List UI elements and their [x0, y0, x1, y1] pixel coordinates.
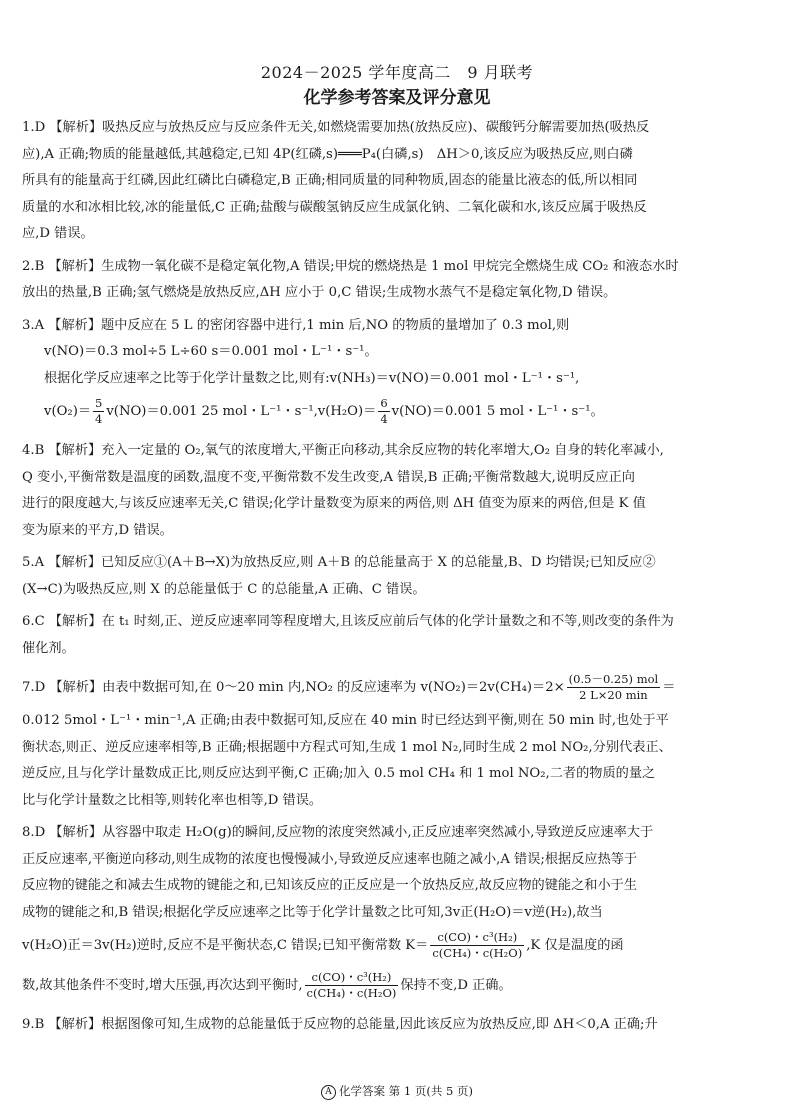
answer-formula-line: [22, 668, 772, 708]
answer-3: [22, 313, 772, 433]
answer-7: [22, 668, 772, 814]
fraction-numerator: c(CO)・c³(H₂): [305, 970, 399, 986]
answer-formula-line: [22, 392, 772, 432]
answer-line: 4.B 【解析】充入一定量的 O₂,氧气的浓度增大,平衡正向移动,其余反应物的转化率增大,O₂ 自身的转化率减小,: [22, 443, 664, 458]
answer-line: 反应物的键能之和减去生成物的键能之和,已知该反应的正反应是一个放热反应,故反应物的键能之和小于生: [22, 878, 638, 893]
fraction: [305, 970, 399, 1001]
fraction-numerator: 5: [95, 396, 103, 410]
page-subtitle: 化学参考答案及评分意见: [303, 88, 491, 108]
answer-line: 5.A 【解析】已知反应①(A＋B→X)为放热反应,则 A＋B 的总能量高于 X 的总能量,B、D 均错误;已知反应②: [22, 555, 656, 570]
formula-text: 数,故其他条件不变时,增大压强,再次达到平衡时,: [22, 978, 303, 993]
answer-9: [22, 1012, 772, 1039]
answer-line: 2.B 【解析】生成物一氧化碳不是稳定氧化物,A 错误;甲烷的燃烧热是 1 mol 甲烷完全燃烧生成 CO₂ 和液态水时: [22, 258, 679, 274]
formula-text: ＝: [662, 680, 676, 695]
fraction-numerator: c(CO)・c³(H₂): [430, 930, 524, 946]
formula-text: v(NO)＝0.001 25 mol・L⁻¹・s⁻¹,v(H₂O)＝: [106, 404, 377, 419]
formula-text: 7.D 【解析】由表中数据可知,在 0～20 min 内,NO₂ 的反应速率为 v(NO₂)＝2v(CH₄)＝2×: [22, 680, 565, 695]
answer-line: v(NO)＝0.3 mol÷5 L÷60 s＝0.001 mol・L⁻¹・s⁻¹。: [44, 344, 378, 359]
answer-line: 质量的水和冰相比较,冰的能量低,C 正确;盐酸与碳酸氢钠反应生成氯化钠、二氧化碳和水,该反应属于吸热反: [22, 199, 647, 215]
answer-line: 正反应速率,平衡逆向移动,则生成物的浓度也慢慢减小,导致逆反应速率也随之减小,A 错误;根据反应热等于: [22, 851, 638, 867]
answer-line: 应),A 正确;物质的能量越低,其越稳定,已知 4P(红磷,s)═══P₄(白磷,s) ΔH＞0,该反应为吸热反应,则白磷: [22, 146, 633, 162]
answer-line: 变为原来的平方,D 错误。: [22, 522, 173, 538]
answer-line: 所具有的能量高于红磷,因此红磷比白磷稳定,B 正确;相同质量的同种物质,固态的能量比液态的低,所以相同: [22, 173, 638, 188]
fraction-numerator: 6: [380, 396, 388, 410]
answer-4: [22, 438, 772, 544]
circled-letter-icon: A: [321, 1085, 336, 1100]
answer-1: [22, 115, 772, 248]
formula-text: 保持不变,D 正确。: [400, 978, 512, 993]
fraction-denominator: c(CH₄)・c(H₂O): [432, 946, 523, 960]
fraction-denominator: 2 L×20 min: [579, 688, 648, 702]
fraction-numerator: (0.5－0.25) mol: [568, 672, 659, 686]
answer-line: (X→C)为吸热反应,则 X 的总能量低于 C 的总能量,A 正确、C 错误。: [22, 581, 426, 597]
answer-line: 应,D 错误。: [22, 226, 94, 241]
answer-2: [22, 254, 772, 307]
answer-body: [22, 115, 772, 1039]
answer-line: 8.D 【解析】从容器中取走 H₂O(g)的瞬间,反应物的浓度突然减小,正反应速率突然减小,导致逆反应速率大于: [22, 825, 654, 840]
answer-5: [22, 550, 772, 603]
answer-6: [22, 609, 772, 662]
answer-line: 催化剂。: [22, 640, 75, 656]
answer-line: 0.012 5mol・L⁻¹・min⁻¹,A 正确;由表中数据可知,反应在 40 min 时已经达到平衡,则在 50 min 时,也处于平: [22, 713, 669, 728]
answer-line: 衡状态,则正、逆反应速率相等,B 正确;根据题中方程式可知,生成 1 mol N₂,同时生成 2 mol NO₂,分别代表正、: [22, 739, 672, 755]
answer-line: 逆反应,且与化学计量数成正比,则反应达到平衡,C 正确;加入 0.5 mol CH₄ 和 1 mol NO₂,二者的物质的量之: [22, 766, 656, 781]
page-title: 2024－2025 学年度高二 9 月联考: [260, 63, 534, 82]
fraction: [93, 396, 104, 427]
page-footer: [0, 1083, 794, 1100]
footer-text: 化学答案 第 1 页(共 5 页): [339, 1084, 473, 1098]
fraction: [430, 930, 524, 961]
fraction-denominator: 4: [380, 412, 388, 426]
fraction: [567, 672, 661, 703]
fraction-denominator: c(CH₄)・c(H₂O): [306, 986, 397, 1000]
formula-text: ,K 仅是温度的函: [526, 938, 624, 953]
fraction-denominator: 4: [95, 412, 103, 426]
answer-formula-line: [22, 966, 772, 1006]
answer-8: [22, 820, 772, 1006]
formula-text: v(H₂O)正＝3v(H₂)逆时,反应不是平衡状态,C 错误;已知平衡常数 K＝: [22, 938, 429, 953]
answer-line: 成物的键能之和,B 错误;根据化学反应速率之比等于化学计量数之比可知,3v正(H₂O)＝v逆(H₂),故当: [22, 904, 603, 920]
answer-formula-line: [22, 926, 772, 966]
fraction: [378, 396, 389, 427]
answer-line: Q 变小,平衡常数是温度的函数,温度不变,平衡常数不发生改变,A 错误,B 正确;平衡常数越大,说明反应正向: [22, 469, 635, 485]
answer-line: 6.C 【解析】在 t₁ 时刻,正、逆反应速率同等程度增大,且该反应前后气体的化学计量数之和不等,则改变的条件为: [22, 614, 674, 629]
answer-line: 9.B 【解析】根据图像可知,生成物的总能量低于反应物的总能量,因此该反应为放热反应,即 ΔH＜0,A 正确;升: [22, 1017, 658, 1032]
answer-line: 比与化学计量数之比相等,则转化率也相等,D 错误。: [22, 792, 323, 808]
answer-line: 3.A 【解析】题中反应在 5 L 的密闭容器中进行,1 min 后,NO 的物质的量增加了 0.3 mol,则: [22, 317, 570, 333]
answer-line: 进行的限度越大,与该反应速率无关,C 错误;化学计量数变为原来的两倍,则 ΔH 值变为原来的两倍,但是 K 值: [22, 496, 646, 511]
answer-line: 根据化学反应速率之比等于化学计量数之比,则有:v(NH₃)＝v(NO)＝0.001 mol・L⁻¹・s⁻¹,: [44, 370, 580, 386]
formula-text: v(O₂)＝: [44, 404, 92, 419]
answer-line: 放出的热量,B 正确;氢气燃烧是放热反应,ΔH 应小于 0,C 错误;生成物水蒸气不是稳定氧化物,D 错误。: [22, 285, 617, 300]
formula-text: v(NO)＝0.001 5 mol・L⁻¹・s⁻¹。: [391, 404, 604, 419]
answer-line: 1.D 【解析】吸热反应与放热反应与反应条件无关,如燃烧需要加热(放热反应)、碳酸钙分解需要加热(吸热反: [22, 120, 650, 135]
